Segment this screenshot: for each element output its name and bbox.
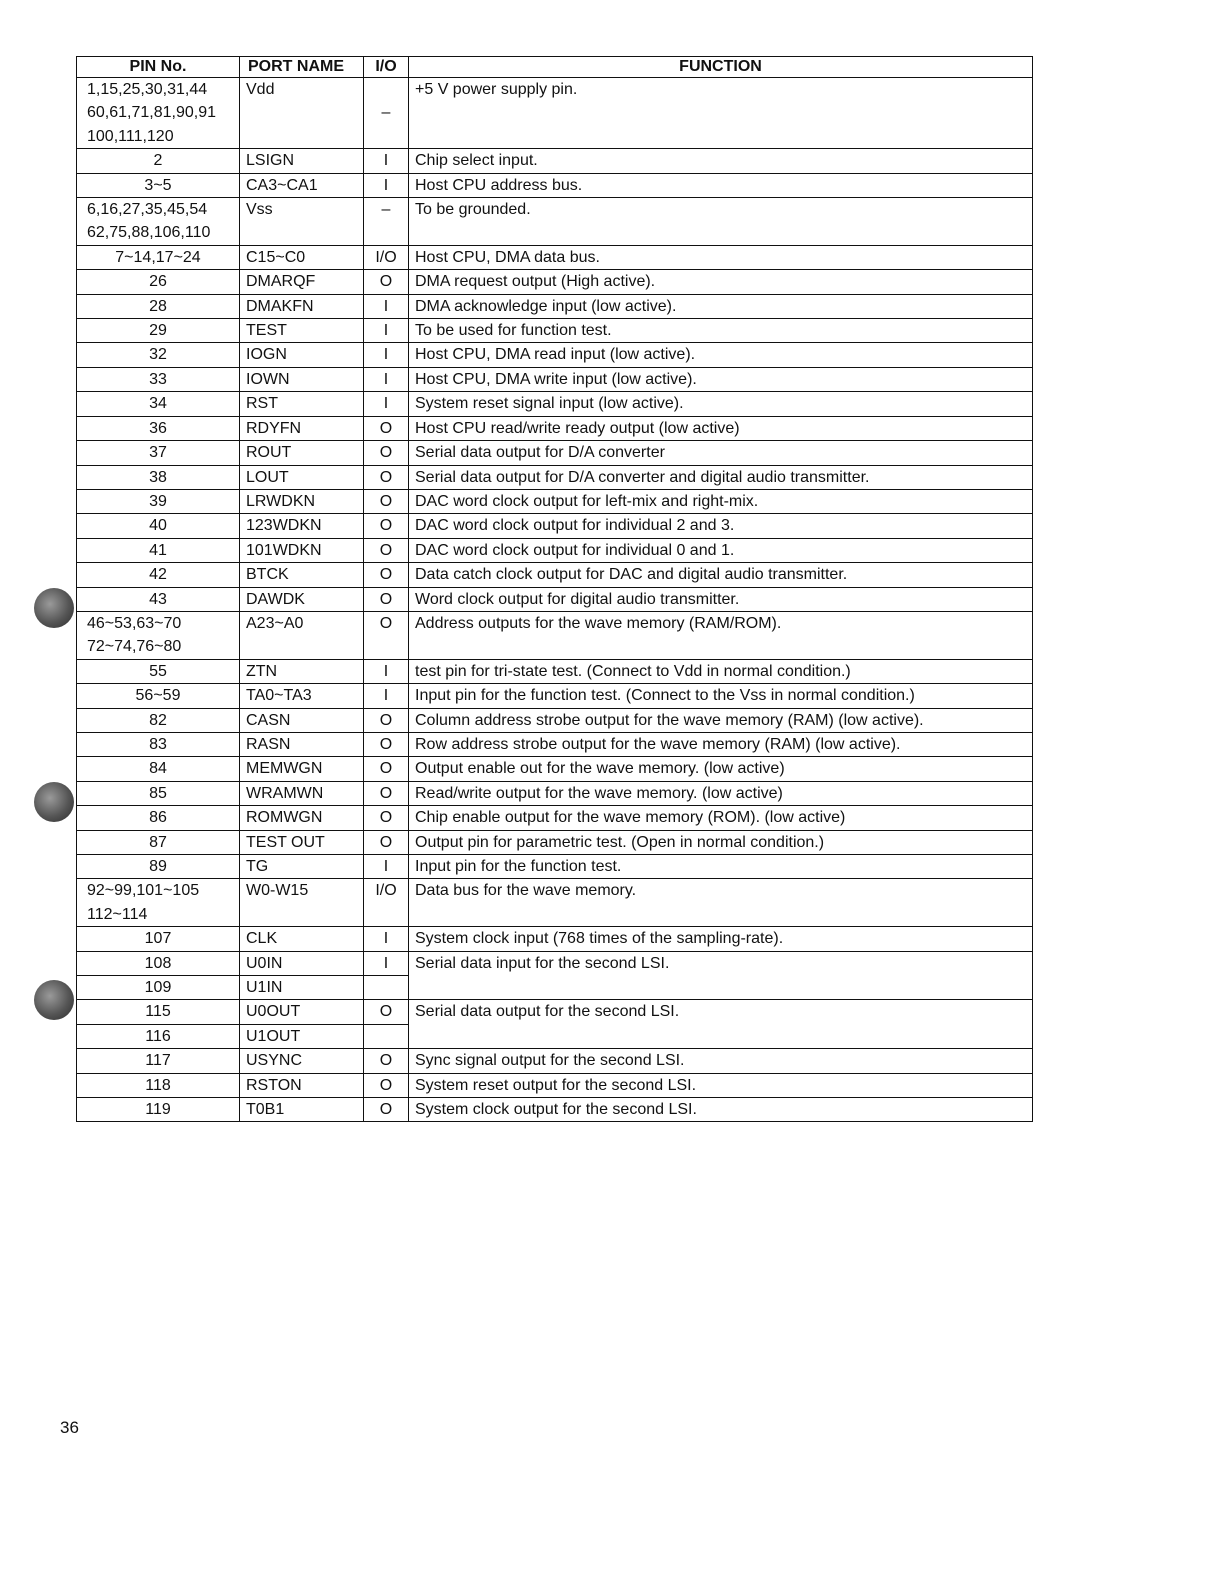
function-cell: DAC word clock output for individual 0 and 1. [409, 538, 1033, 562]
io-cell: I [364, 392, 409, 416]
header-port-name: PORT NAME [240, 57, 364, 78]
table-row [77, 927, 1033, 951]
io-cell: O [364, 611, 409, 659]
port-cell: Vdd [240, 78, 364, 149]
function-cell: Data catch clock output for DAC and digital audio transmitter. [409, 563, 1033, 587]
io-cell: O [364, 830, 409, 854]
function-cell: Output pin for parametric test. (Open in normal condition.) [409, 830, 1033, 854]
function-cell: Address outputs for the wave memory (RAM/ROM). [409, 611, 1033, 659]
port-cell: DMAKFN [240, 294, 364, 318]
port-cell: U1IN [240, 976, 364, 1000]
pin-cell: 32 [77, 343, 240, 367]
function-cell: Host CPU, DMA write input (low active). [409, 367, 1033, 391]
function-cell: Host CPU, DMA read input (low active). [409, 343, 1033, 367]
table-row [77, 951, 1033, 975]
table-row [77, 563, 1033, 587]
function-cell: DMA acknowledge input (low active). [409, 294, 1033, 318]
io-cell: O [364, 757, 409, 781]
port-cell: ROUT [240, 441, 364, 465]
io-cell: I/O [364, 879, 409, 927]
function-cell: DMA request output (High active). [409, 270, 1033, 294]
function-cell: Chip enable output for the wave memory (ROM). (low active) [409, 806, 1033, 830]
io-cell: I [364, 367, 409, 391]
port-cell: TEST OUT [240, 830, 364, 854]
io-cell: O [364, 489, 409, 513]
io-cell: O [364, 514, 409, 538]
table-row [77, 757, 1033, 781]
io-cell: I [364, 855, 409, 879]
table-row [77, 416, 1033, 440]
function-cell: Serial data output for the second LSI. [409, 1000, 1033, 1049]
port-cell: A23~A0 [240, 611, 364, 659]
port-cell: ROMWGN [240, 806, 364, 830]
io-cell: I [364, 951, 409, 975]
table-row [77, 1049, 1033, 1073]
table-row [77, 1073, 1033, 1097]
function-cell: Host CPU address bus. [409, 173, 1033, 197]
port-cell: 123WDKN [240, 514, 364, 538]
port-cell: MEMWGN [240, 757, 364, 781]
io-cell: O [364, 781, 409, 805]
port-cell: CA3~CA1 [240, 173, 364, 197]
table-row [77, 781, 1033, 805]
function-cell: Input pin for the function test. [409, 855, 1033, 879]
port-cell: U1OUT [240, 1024, 364, 1048]
function-cell: Serial data output for D/A converter and digital audio transmitter. [409, 465, 1033, 489]
port-cell: IOWN [240, 367, 364, 391]
table-row [77, 149, 1033, 173]
pin-cell: 38 [77, 465, 240, 489]
function-cell: Word clock output for digital audio transmitter. [409, 587, 1033, 611]
table-row [77, 514, 1033, 538]
pin-cell: 109 [77, 976, 240, 1000]
pin-cell: 2 [77, 149, 240, 173]
pin-cell: 119 [77, 1098, 240, 1122]
binder-hole-1 [34, 588, 74, 628]
function-cell: System clock output for the second LSI. [409, 1098, 1033, 1122]
pin-cell: 3~5 [77, 173, 240, 197]
table-row [77, 806, 1033, 830]
table-row [77, 245, 1033, 269]
io-cell: O [364, 1073, 409, 1097]
table-row [77, 392, 1033, 416]
io-cell: I [364, 684, 409, 708]
pin-cell: 40 [77, 514, 240, 538]
pin-cell: 39 [77, 489, 240, 513]
port-cell: DMARQF [240, 270, 364, 294]
port-cell: BTCK [240, 563, 364, 587]
pin-function-table [76, 56, 1033, 1122]
io-cell: – [364, 198, 409, 246]
table-row [77, 319, 1033, 343]
pin-cell: 41 [77, 538, 240, 562]
io-cell: – [364, 78, 409, 149]
io-cell: O [364, 270, 409, 294]
function-cell: To be grounded. [409, 198, 1033, 246]
function-cell: +5 V power supply pin. [409, 78, 1033, 149]
pin-cell: 55 [77, 659, 240, 683]
function-cell: System reset output for the second LSI. [409, 1073, 1033, 1097]
function-cell: Column address strobe output for the wave memory (RAM) (low active). [409, 708, 1033, 732]
pin-cell: 37 [77, 441, 240, 465]
pin-cell: 33 [77, 367, 240, 391]
port-cell: IOGN [240, 343, 364, 367]
io-cell: O [364, 416, 409, 440]
port-cell: TEST [240, 319, 364, 343]
binder-hole-2 [34, 782, 74, 822]
table-row [77, 173, 1033, 197]
function-cell: Sync signal output for the second LSI. [409, 1049, 1033, 1073]
io-cell: O [364, 732, 409, 756]
function-cell: To be used for function test. [409, 319, 1033, 343]
pin-cell: 46~53,63~70 72~74,76~80 [77, 611, 240, 659]
pin-cell: 1,15,25,30,31,44 60,61,71,81,90,91 100,111,120 [77, 78, 240, 149]
pin-cell: 84 [77, 757, 240, 781]
page-number: 36 [60, 1418, 79, 1437]
pin-cell: 56~59 [77, 684, 240, 708]
pin-cell: 26 [77, 270, 240, 294]
header-function: FUNCTION [409, 57, 1033, 78]
function-cell: Row address strobe output for the wave memory (RAM) (low active). [409, 732, 1033, 756]
port-cell: LSIGN [240, 149, 364, 173]
io-cell: O [364, 1000, 409, 1024]
function-cell: Host CPU, DMA data bus. [409, 245, 1033, 269]
table-row [77, 294, 1033, 318]
pin-cell: 7~14,17~24 [77, 245, 240, 269]
table-row [77, 879, 1033, 927]
io-cell: I [364, 173, 409, 197]
table-row [77, 732, 1033, 756]
port-cell: T0B1 [240, 1098, 364, 1122]
function-cell: Host CPU read/write ready output (low active) [409, 416, 1033, 440]
io-cell: O [364, 465, 409, 489]
pin-cell: 115 [77, 1000, 240, 1024]
pin-cell: 86 [77, 806, 240, 830]
table-row [77, 198, 1033, 246]
port-cell: 101WDKN [240, 538, 364, 562]
function-cell: DAC word clock output for left-mix and right-mix. [409, 489, 1033, 513]
port-cell: WRAMWN [240, 781, 364, 805]
table-row [77, 684, 1033, 708]
io-cell: O [364, 538, 409, 562]
function-cell: System clock input (768 times of the sampling-rate). [409, 927, 1033, 951]
pin-cell: 116 [77, 1024, 240, 1048]
table-row [77, 489, 1033, 513]
pin-cell: 28 [77, 294, 240, 318]
table-row [77, 78, 1033, 149]
io-cell: I [364, 659, 409, 683]
table-row [77, 708, 1033, 732]
io-cell: O [364, 806, 409, 830]
io-cell: I/O [364, 245, 409, 269]
pin-cell: 89 [77, 855, 240, 879]
function-cell: Read/write output for the wave memory. (low active) [409, 781, 1033, 805]
port-cell: C15~C0 [240, 245, 364, 269]
pin-cell: 107 [77, 927, 240, 951]
port-cell: DAWDK [240, 587, 364, 611]
binder-hole-3 [34, 980, 74, 1020]
port-cell: U0IN [240, 951, 364, 975]
table-row [77, 441, 1033, 465]
port-cell: ZTN [240, 659, 364, 683]
port-cell: RSTON [240, 1073, 364, 1097]
pin-cell: 118 [77, 1073, 240, 1097]
function-cell: Chip select input. [409, 149, 1033, 173]
port-cell: LRWDKN [240, 489, 364, 513]
table-row [77, 270, 1033, 294]
table-header-row [77, 57, 1033, 78]
io-cell: I [364, 149, 409, 173]
table-row [77, 611, 1033, 659]
io-cell: I [364, 343, 409, 367]
table-row [77, 587, 1033, 611]
io-cell [364, 976, 409, 1000]
header-pin-no: PIN No. [77, 57, 240, 78]
io-cell: O [364, 1049, 409, 1073]
function-cell: System reset signal input (low active). [409, 392, 1033, 416]
port-cell: CLK [240, 927, 364, 951]
pin-cell: 43 [77, 587, 240, 611]
function-cell: Data bus for the wave memory. [409, 879, 1033, 927]
port-cell: U0OUT [240, 1000, 364, 1024]
table-row [77, 538, 1033, 562]
port-cell: TA0~TA3 [240, 684, 364, 708]
pin-cell: 87 [77, 830, 240, 854]
pin-cell: 36 [77, 416, 240, 440]
pin-cell: 92~99,101~105 112~114 [77, 879, 240, 927]
table-row [77, 830, 1033, 854]
function-cell: Serial data output for D/A converter [409, 441, 1033, 465]
table-row [77, 343, 1033, 367]
function-cell: Input pin for the function test. (Connect to the Vss in normal condition.) [409, 684, 1033, 708]
table-row [77, 1000, 1033, 1024]
io-cell [364, 1024, 409, 1048]
port-cell: USYNC [240, 1049, 364, 1073]
io-cell: I [364, 294, 409, 318]
pin-cell: 117 [77, 1049, 240, 1073]
port-cell: RST [240, 392, 364, 416]
table-row [77, 465, 1033, 489]
port-cell: Vss [240, 198, 364, 246]
header-io: I/O [364, 57, 409, 78]
port-cell: RDYFN [240, 416, 364, 440]
port-cell: W0-W15 [240, 879, 364, 927]
pin-cell: 82 [77, 708, 240, 732]
pin-cell: 6,16,27,35,45,54 62,75,88,106,110 [77, 198, 240, 246]
table-row [77, 1098, 1033, 1122]
table-row [77, 855, 1033, 879]
io-cell: I [364, 319, 409, 343]
pin-cell: 108 [77, 951, 240, 975]
port-cell: RASN [240, 732, 364, 756]
function-cell: Output enable out for the wave memory. (low active) [409, 757, 1033, 781]
table-row [77, 367, 1033, 391]
function-cell: DAC word clock output for individual 2 and 3. [409, 514, 1033, 538]
io-cell: O [364, 708, 409, 732]
port-cell: TG [240, 855, 364, 879]
io-cell: O [364, 563, 409, 587]
port-cell: LOUT [240, 465, 364, 489]
function-cell: test pin for tri-state test. (Connect to Vdd in normal condition.) [409, 659, 1033, 683]
io-cell: O [364, 441, 409, 465]
io-cell: O [364, 587, 409, 611]
pin-cell: 83 [77, 732, 240, 756]
pin-cell: 85 [77, 781, 240, 805]
io-cell: I [364, 927, 409, 951]
pin-cell: 34 [77, 392, 240, 416]
table-row [77, 659, 1033, 683]
pin-cell: 29 [77, 319, 240, 343]
io-cell: O [364, 1098, 409, 1122]
port-cell: CASN [240, 708, 364, 732]
function-cell: Serial data input for the second LSI. [409, 951, 1033, 1000]
pin-cell: 42 [77, 563, 240, 587]
